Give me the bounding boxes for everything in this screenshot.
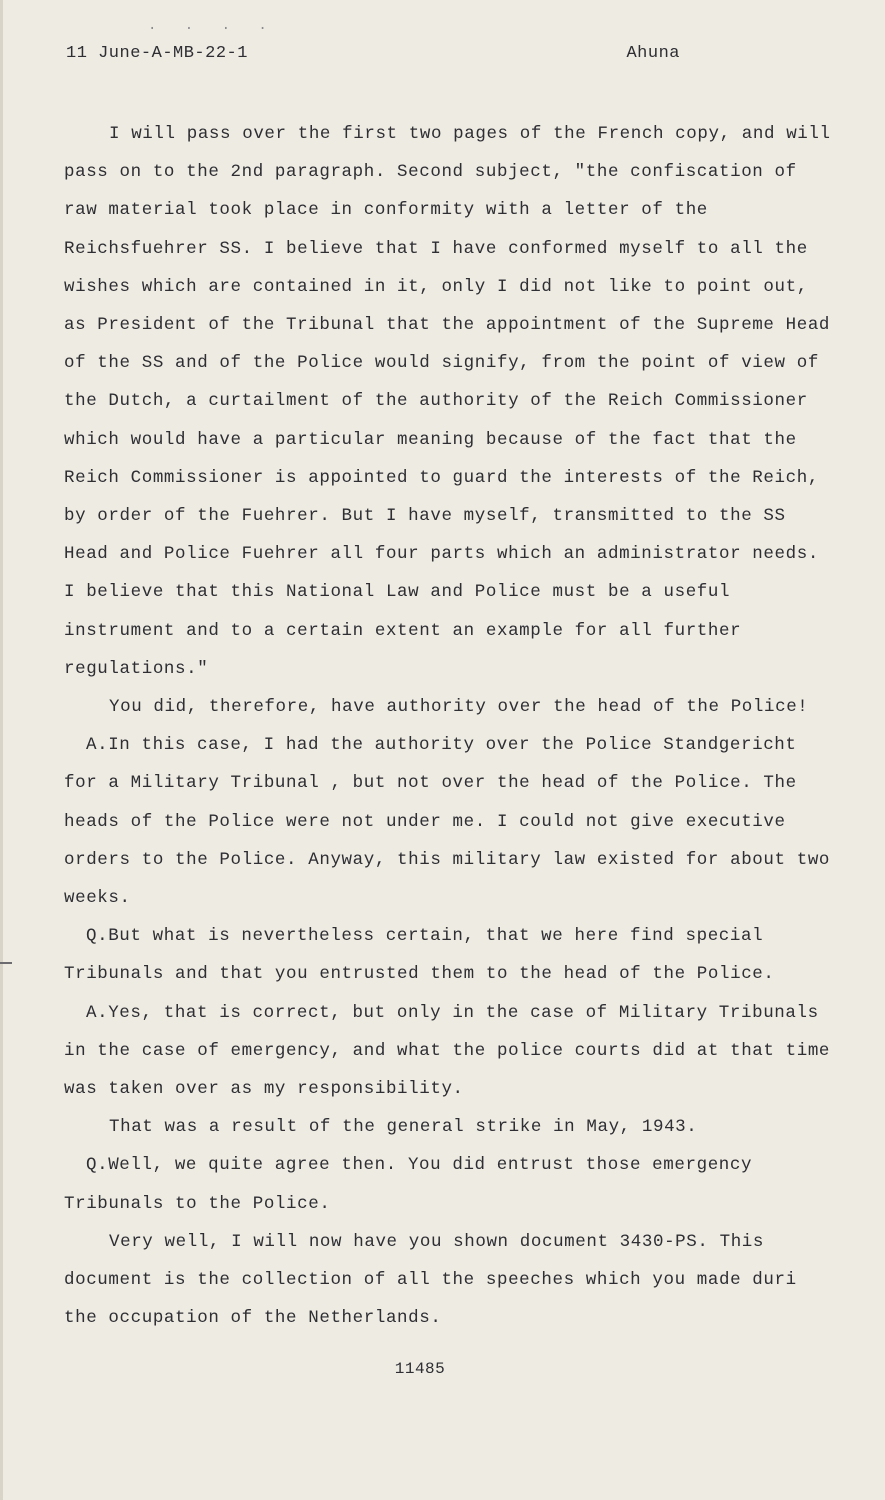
punch-dots: . . . . xyxy=(148,18,277,34)
paragraph-quoted-letter: I will pass over the first two pages of the French copy, and will pass on to the 2nd paragraph. Second subject, "the confiscation of raw material took place in conformity with a letter of the Reichsfuehrer SS. I believe that I have conformed myself to all the wishes which are contained in it, only I did not like to point out, as President of the Tribunal that the appointment of the Supreme Head of the SS and of the Police would signify, from the point of view of the Dutch, a curtailment of the authority of the Reich Commissioner which would have a particular meaning because of the fact that the Reich Commissioner is appointed to guard the interests of the Reich, by order of the Fuehrer. But I have myself, transmitted to the SS Head and Police Fuehrer all four parts which an administrator needs. I believe that this National Law and Police must be a useful instrument and to a certain extent an example for all further regulations." xyxy=(64,124,831,679)
paragraph-general-strike: That was a result of the general strike in May, 1943. xyxy=(109,1117,698,1138)
paragraph-question-agree: Q.Well, we quite agree then. You did entrust those emergency Tribunals to the Police. xyxy=(64,1155,753,1214)
translator-name: Ahuna xyxy=(626,44,680,63)
paragraph-document-3430: Very well, I will now have you shown document 3430-PS. This document is the collection of all the speeches which you made duri the occupation of the Netherlands. xyxy=(64,1231,797,1329)
page-number: 11485 xyxy=(394,1360,446,1378)
paragraph-answer-emergency: A.Yes, that is correct, but only in the case of Military Tribunals in the case of emergency, and what the police courts did at that time was taken over as my responsibility. xyxy=(64,1002,831,1100)
document-reference: 11 June-A-MB-22-1 xyxy=(66,44,248,63)
paragraph-answer-standgericht: A.In this case, I had the authority over the Police Standgericht for a Military Tribunal , but not over the head of the Police. The heads of the Police were not under me. I could not give executive orders to the Police. Anyway, this military law existed for about two weeks. xyxy=(64,735,831,909)
margin-tick-mark xyxy=(0,962,12,964)
paragraph-question-tribunals: Q.But what is nevertheless certain, that we here find special Tribunals and that you entrusted them to the head of the Police. xyxy=(64,926,775,985)
transcript-body xyxy=(64,115,832,1338)
paragraph-question-authority: You did, therefore, have authority over the head of the Police! xyxy=(109,697,809,718)
page-header xyxy=(66,44,825,63)
page-edge xyxy=(0,0,3,1500)
